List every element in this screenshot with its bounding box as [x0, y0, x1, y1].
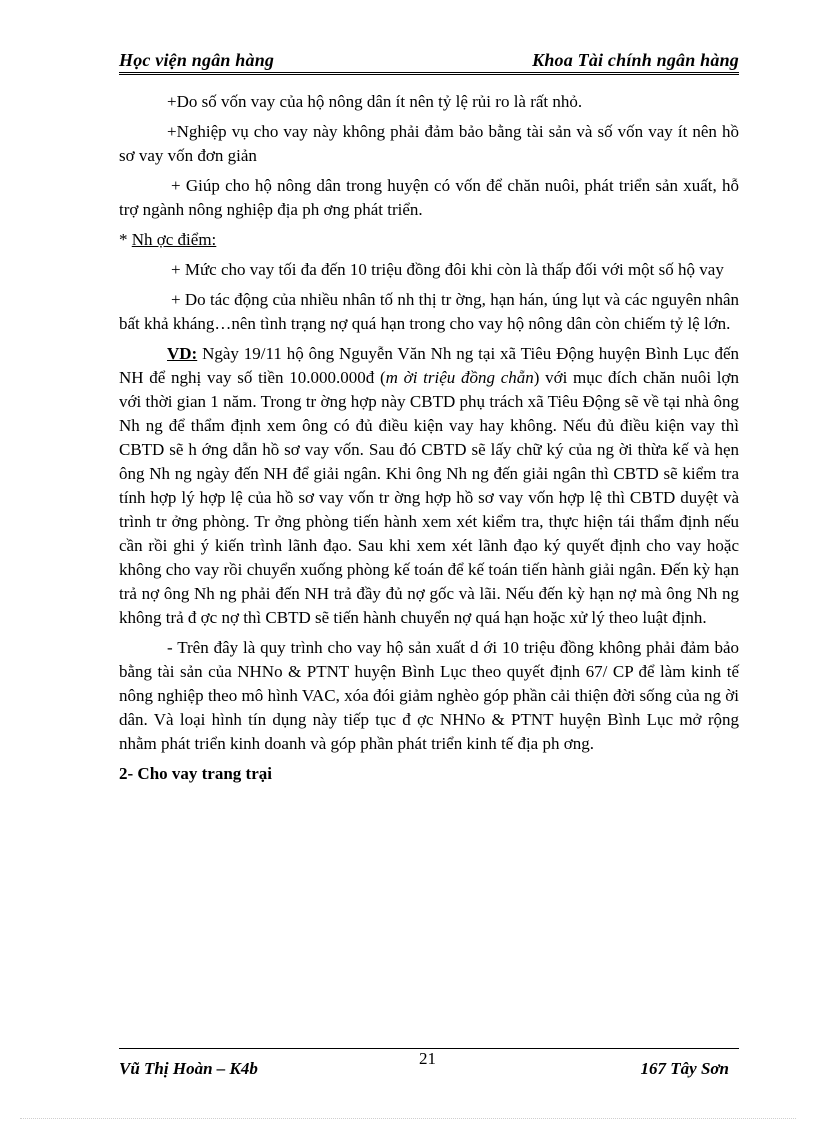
example-paragraph: [119, 342, 739, 630]
page-header: [119, 46, 739, 75]
page-number: 21: [419, 1049, 436, 1068]
page-edge-divider: [20, 1118, 796, 1119]
example-text-b: ) với mục đích chăn nuôi lợn với thời gian 1 năm. Trong tr ờng hợp này CBTD phụ trách xã Tiêu Động sẽ về tại nhà ông Nh ng để thẩm định xem ông có đủ điều kiện vay hay không. Nếu đủ điều kiện vay thì CBTD sẽ h ớng dẫn hồ sơ vay vốn. Sau đó CBTD sẽ lấy chữ ký của ng ời thừa kế và hẹn ông Nh ng ngày đến NH để giải ngân. Khi ông Nh ng đến giải ngân thì CBTD sẽ kiểm tra tính hợp lý hợp lệ của hồ sơ vay vốn tr ờng hợp hồ sơ vay vốn hợp lệ thì CBTD duyệt và trình tr ởng phòng. Tr ởng phòng tiến hành xem xét kiểm tra, thực hiện tái thẩm định nếu cần rồi ghi ý kiến trình lãnh đạo. Sau khi xem xét lãnh đạo ký quyết định cho vay hoặc không cho vay rồi chuyển xuống phòng kế toán để kế toán tiến hành giải ngân. Đến kỳ hạn trả nợ ông Nh ng phải đến NH trả đầy đủ nợ gốc và lãi. Nếu đến kỳ hạn nợ mà ông Nh ng không trả đ ợc nợ thì CBTD sẽ tiến hành chuyển nợ quá hạn hoặc xử lý theo luật định.: [119, 368, 739, 627]
document-body: [119, 90, 739, 792]
header-faculty: Khoa Tài chính ngân hàng: [532, 50, 739, 70]
advantage-paragraph-3: + Giúp cho hộ nông dân trong huyện có vốn để chăn nuôi, phát triển sản xuất, hỗ trợ ngành nông nghiệp địa ph ơng phát triển.: [119, 176, 739, 219]
page-footer: [119, 1048, 739, 1079]
weakness-paragraph-1: + Mức cho vay tối đa đến 10 triệu đồng đôi khi còn là thấp đối với một số hộ vay: [171, 260, 724, 279]
footer-address: 167 Tây Sơn: [640, 1059, 729, 1078]
weakness-paragraph-2: + Do tác động của nhiều nhân tố nh thị tr ờng, hạn hán, úng lụt và các nguyên nhân bất khả kháng…nên tình trạng nợ quá hạn trong cho vay hộ nông dân còn chiếm tỷ lệ lớn.: [119, 290, 739, 333]
header-institution: Học viện ngân hàng: [119, 50, 275, 70]
summary-paragraph: - Trên đây là quy trình cho vay hộ sản xuất d ới 10 triệu đồng không phải đảm bảo bằng tài sản của NHNo & PTNT huyện Bình Lục theo quyết định 67/ CP để làm kinh tế nông nghiệp theo mô hình VAC, xóa đói giảm nghèo góp phần cải thiện đời sống của ng ời dân. Và loại hình tín dụng này tiếp tục đ ợc NHNo & PTNT huyện Bình Lục mở rộng nhằm phát triển kinh doanh và góp phần phát triển kinh tế địa ph ơng.: [119, 638, 739, 753]
example-text-a: Ngày 19/11 hộ ông Nguyễn Văn Nh ng tại xã Tiêu Động huyện Bình Lục đến NH để nghị vay số tiền 10.000.000đ (: [119, 344, 739, 387]
weakness-prefix: *: [119, 230, 132, 249]
example-label: VD:: [167, 344, 198, 363]
advantage-paragraph-1: +Do số vốn vay của hộ nông dân ít nên tỷ lệ rủi ro là rất nhỏ.: [167, 92, 583, 111]
advantage-paragraph-2: +Nghiệp vụ cho vay này không phải đảm bảo bằng tài sản và số vốn vay ít nên hồ sơ vay vốn đơn giản: [119, 122, 739, 165]
weakness-heading: [119, 228, 739, 252]
footer-author: Vũ Thị Hoàn – K4b: [119, 1059, 258, 1078]
section-heading: 2- Cho vay trang trại: [119, 764, 272, 783]
example-amount-words: m ời triệu đồng chẵn: [385, 368, 534, 387]
weakness-label: Nh ợc điểm:: [131, 230, 217, 249]
